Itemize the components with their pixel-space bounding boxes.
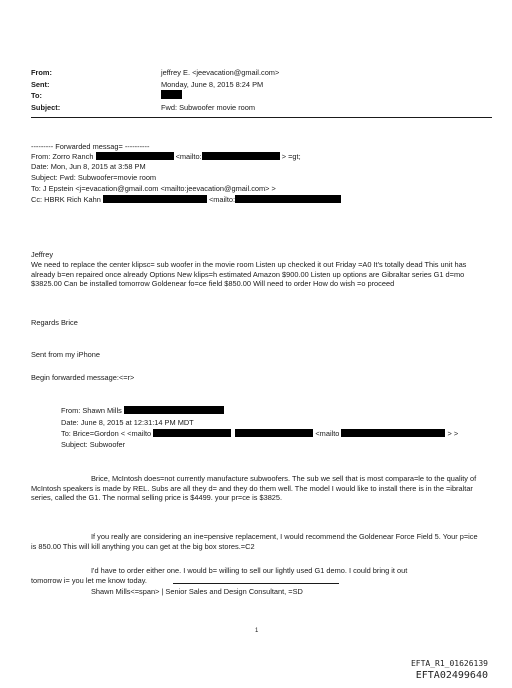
- signature-underline: [173, 583, 339, 584]
- bates-small-id: EFTA_R1_01626139: [410, 659, 488, 668]
- inner-to-end: > >: [447, 429, 459, 438]
- redaction: [341, 429, 445, 437]
- to-redaction: [161, 90, 182, 100]
- inner-to-text: To: Brice=Gordon < <mailto: [61, 429, 152, 438]
- redaction: [235, 429, 313, 437]
- redaction: [103, 195, 207, 203]
- greeting: Jeffrey: [31, 250, 54, 259]
- message-paragraph-1: Brice, McIntosh does=not currently manufacture subwoofers. The sub we sell that is most compara=le to the quality of McIntosh speakers is made by REL. Subs are all they d= and they do them well. The model I would like to install there is in the =ibraltar series, called the G1. The normal selling price is $4499. your pr=ce is $3825.: [31, 474, 477, 503]
- message-paragraph-2: If you really are considering an ine=pensive replacement, I would recommend the Goldenear Force Field 5. Your p=ice is 850.00 This will kill anything you can get at the big box stores.=C2: [31, 532, 478, 551]
- forwarded-from: [31, 152, 301, 161]
- forwarded-cc-text: Cc: HBRK Rich Kahn: [31, 195, 101, 204]
- redaction: [202, 152, 280, 160]
- forwarded-date: Date: Mon, Jun 8, 2015 at 3:58 PM: [31, 162, 146, 171]
- forwarded-subject: Subject: Fwd: Subwoofer=movie room: [31, 173, 157, 182]
- forwarded-cc: [31, 195, 341, 204]
- body-paragraph: We need to replace the center klipsc= sub woofer in the movie room Listen up checked it out Friday =A0 It's totally dead This unit has already b=en repaired once already Options New klips=h estimated Amazon $900.00 Listen up options are Gibraltar series G1 d=mo $3825.00 Can be installed tomorrow Goldenear fo=ce field $850.00 Will need to order How do wish =o proceed: [31, 260, 467, 289]
- regards: Regards Brice: [31, 318, 78, 327]
- redaction: [153, 429, 231, 437]
- sent-label: Sent:: [31, 80, 50, 89]
- inner-to: [61, 429, 458, 438]
- forwarded-marker: --------- Forwarded messag= ----------: [31, 142, 150, 151]
- signature: Shawn Mills<=span> | Senior Sales and Design Consultant, =SD: [91, 587, 303, 596]
- inner-from-text: From: Shawn Mills: [61, 406, 122, 415]
- redaction: [96, 152, 174, 160]
- from-value: jeffrey E. <jeevacation@gmail.com>: [161, 68, 280, 77]
- subject-value: Fwd: Subwoofer movie room: [161, 103, 256, 112]
- redaction: [235, 195, 341, 203]
- message-paragraph-3-line1: I'd have to order either one. I would b= willing to sell our lightly used G1 demo. I could bring it out: [91, 566, 408, 575]
- to-label: To:: [31, 91, 42, 100]
- forwarded-from-end: > =gt;: [281, 152, 301, 161]
- inner-subject: Subject: Subwoofer: [61, 440, 126, 449]
- page-number: 1: [255, 628, 259, 634]
- redaction: [124, 406, 224, 414]
- begin-forwarded: Begin forwarded message:<=r>: [31, 373, 135, 382]
- inner-date: Date: June 8, 2015 at 12:31:14 PM MDT: [61, 418, 194, 427]
- sent-from: Sent from my iPhone: [31, 350, 101, 359]
- sent-value: Monday, June 8, 2015 8:24 PM: [161, 80, 264, 89]
- inner-to-mailto: <mailto: [315, 429, 340, 438]
- message-paragraph-3-line2: tomorrow i= you let me know today.: [31, 576, 147, 585]
- forwarded-to: To: J Epstein <j=evacation@gmail.com <mailto:jeevacation@gmail.com> >: [31, 184, 276, 193]
- from-label: From:: [31, 68, 52, 77]
- forwarded-from-mailto: <mailto:: [175, 152, 202, 161]
- forwarded-from-text: From: Zorro Ranch: [31, 152, 94, 161]
- subject-label: Subject:: [31, 103, 61, 112]
- header-divider: [31, 117, 492, 118]
- inner-from: [61, 406, 224, 415]
- bates-large-id: EFTA02499640: [415, 670, 488, 681]
- forwarded-cc-mailto: <mailto:: [208, 195, 236, 204]
